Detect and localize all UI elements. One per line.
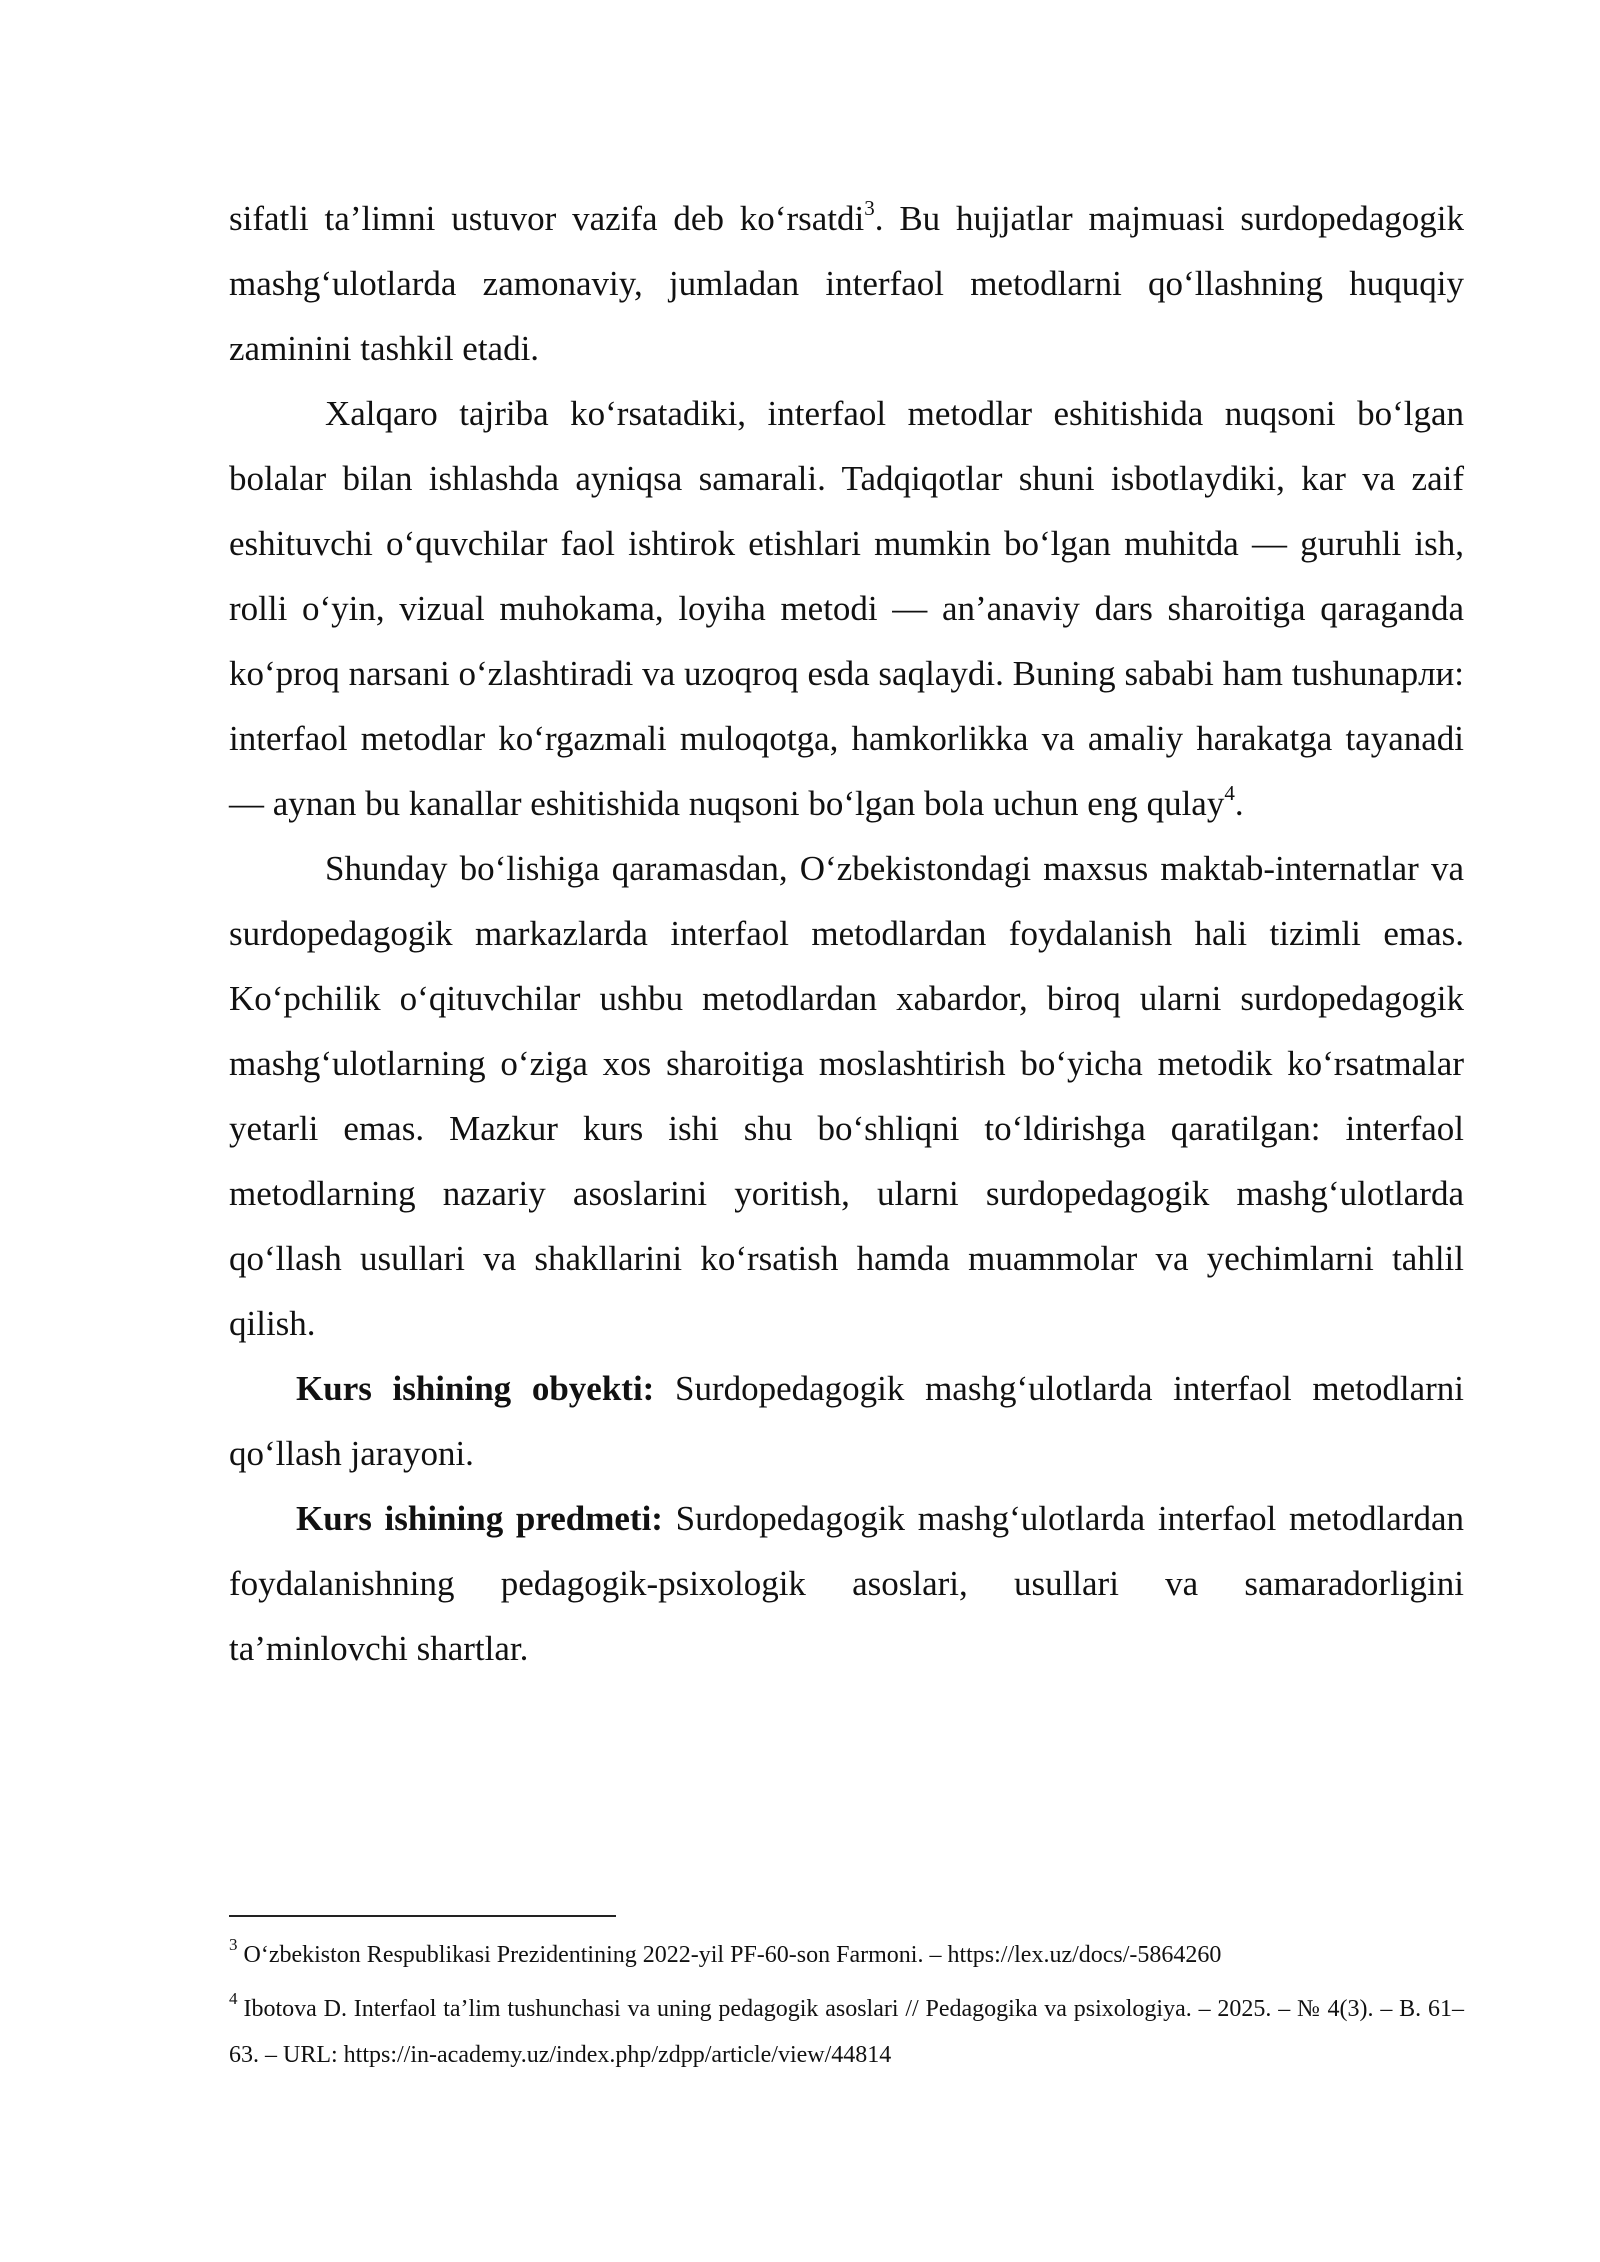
paragraph-text: Shunday bo‘lishiga qaramasdan, O‘zbekistondagi maxsus maktab-internatlar va surdopedagogik markazlarda interfaol metodlardan foydalanish hali tizimli emas. Ko‘pchilik o‘qituvchilar ushbu metodlardan xabardor, biroq ularni surdopedagogik mashg‘ulotlarning o‘ziga xos sharoitiga moslashtirish bo‘yicha metodik ko‘rsatmalar yetarli emas. Mazkur kurs ishi shu bo‘shliqni to‘ldirishga qaratilgan: interfaol metodlarning nazariy asoslarini yoritish, ularni surdopedagogik mashg‘ulotlarda qo‘llash usullari va shakllarini ko‘rsatish hamda muammolar va yechimlarni tahlil qilish.	[229, 849, 1464, 1343]
paragraph-text: .	[1234, 784, 1244, 823]
footnote-marker: 3	[229, 1935, 238, 1954]
footnote-ref-3[interactable]: 3	[864, 196, 875, 221]
paragraph-text: Xalqaro tajriba ko‘rsatadiki, interfaol metodlar eshitishida nuqsoni bo‘lgan bolalar bilan ishlashda ayniqsa samarali. Tadqiqotlar shuni isbotlaydiki, kar va zaif eshituvchi o‘quvchilar faol ishtirok etishlari mumkin bo‘lgan muhitda — guruhli ish, rolli o‘yin, vizual muhokama, loyiha metodi — an’anaviy dars sharoitiga qaraganda ko‘proq narsani o‘zlashtiradi va uzoqroq esda saqlaydi. Buning sababi ham tushunapли: interfaol metodlar ko‘rgazmali muloqotga, hamkorlikka va amaliy harakatga tayanadi — aynan bu kanallar eshitishida nuqsoni bo‘lgan bola uchun eng qulay	[229, 394, 1464, 823]
paragraph-text: sifatli ta’limni ustuvor vazifa deb ko‘rsatdi	[229, 199, 865, 238]
body-text	[229, 186, 1464, 1681]
footnote-ref-4[interactable]: 4	[1224, 781, 1235, 806]
subject-label: Kurs ishining predmeti:	[296, 1499, 663, 1538]
paragraph-text: Surdopedagogik mashg‘ulotlarda interfaol metodlarni qo‘llash jarayoni.	[229, 1369, 1464, 1473]
footnote-separator	[229, 1915, 616, 1917]
footnote-text: O‘zbekiston Respublikasi Prezidentining 2022-yil PF-60-son Farmoni. – https://lex.uz/docs/-5864260	[243, 1942, 1222, 1968]
paragraph-research-subject	[229, 1486, 1464, 1681]
footnote-4	[229, 1986, 1464, 2078]
footnote-text: Ibotova D. Interfaol ta’lim tushunchasi va uning pedagogik asoslari // Pedagogika va psixologiya. – 2025. – № 4(3). – B. 61–63. – URL: https://in-academy.uz/index.php/zdpp/article/view/44814	[229, 1996, 1464, 2068]
paragraph-text: Surdopedagogik mashg‘ulotlarda interfaol metodlardan foydalanishning pedagogik-psixologik asoslari, usullari va samaradorligini ta’minlovchi shartlar.	[229, 1499, 1464, 1668]
footnote-marker: 4	[229, 1989, 238, 2008]
paragraph-legal-basis	[229, 186, 1464, 381]
footnote-3	[229, 1932, 1464, 1978]
paragraph-research-object	[229, 1356, 1464, 1486]
paragraph-text: . Bu hujjatlar majmuasi surdopedagogik mashg‘ulotlarda zamonaviy, jumladan interfaol metodlarni qo‘llashning huquqiy zaminini tashkil etadi.	[229, 199, 1465, 368]
footnotes	[229, 1932, 1464, 2086]
paragraph-international-experience	[229, 381, 1464, 836]
object-label: Kurs ishining obyekti:	[296, 1369, 655, 1408]
paragraph-problem-statement	[229, 836, 1464, 1356]
